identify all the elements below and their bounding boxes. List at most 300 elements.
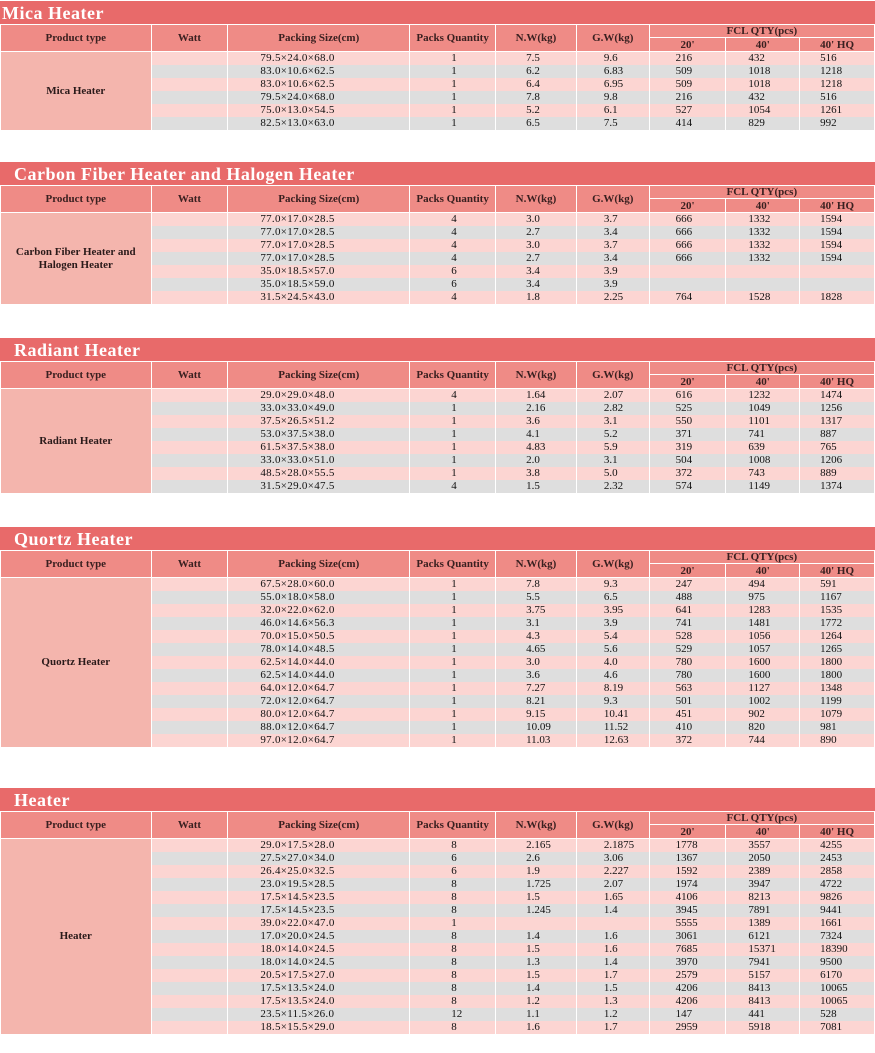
- gross-weight-cell: 5.0: [576, 467, 649, 480]
- packs-quantity-cell: 1: [410, 917, 496, 930]
- watt-cell: [151, 226, 228, 239]
- header-40ft: 40': [726, 825, 800, 839]
- packs-quantity-cell: 8: [410, 1021, 496, 1034]
- qty-40ft-hq-cell: 1800: [800, 656, 875, 669]
- packs-quantity-cell: 8: [410, 995, 496, 1008]
- net-weight-cell: 1.4: [496, 930, 577, 943]
- qty-40ft-hq-cell: 765: [800, 441, 875, 454]
- watt-cell: [151, 591, 228, 604]
- qty-40ft-hq-cell: 1261: [800, 104, 875, 117]
- qty-40ft-hq-cell: 1594: [800, 226, 875, 239]
- packs-quantity-cell: 1: [410, 402, 496, 415]
- net-weight-cell: 1.9: [496, 865, 577, 878]
- watt-cell: [151, 454, 228, 467]
- qty-40ft-cell: 7941: [726, 956, 800, 969]
- gross-weight-cell: 5.6: [576, 643, 649, 656]
- packing-size-cell: 83.0×10.6×62.5: [228, 65, 410, 78]
- qty-40ft-cell: 1057: [726, 643, 800, 656]
- qty-40ft-hq-cell: 2453: [800, 852, 875, 865]
- gross-weight-cell: 8.19: [576, 682, 649, 695]
- packs-quantity-cell: 1: [410, 428, 496, 441]
- qty-40ft-cell: 441: [726, 1008, 800, 1021]
- gross-weight-cell: 3.1: [576, 415, 649, 428]
- qty-40ft-cell: 8413: [726, 995, 800, 1008]
- packs-quantity-cell: 1: [410, 695, 496, 708]
- net-weight-cell: 3.4: [496, 278, 577, 291]
- gross-weight-cell: 7.5: [576, 117, 649, 130]
- packing-size-cell: 88.0×12.0×64.7: [228, 721, 410, 734]
- qty-40ft-cell: 8213: [726, 891, 800, 904]
- qty-40ft-cell: 1332: [726, 252, 800, 265]
- header-product-type: Product type: [1, 186, 152, 213]
- gross-weight-cell: 6.5: [576, 591, 649, 604]
- packing-size-cell: 18.0×14.0×24.5: [228, 943, 410, 956]
- qty-40ft-hq-cell: 9500: [800, 956, 875, 969]
- qty-40ft-hq-cell: 1264: [800, 630, 875, 643]
- header-40ft-hq: 40' HQ: [800, 199, 875, 213]
- qty-40ft-cell: 1008: [726, 454, 800, 467]
- header-40ft: 40': [726, 38, 800, 52]
- qty-40ft-hq-cell: 1317: [800, 415, 875, 428]
- qty-40ft-cell: 1232: [726, 389, 800, 403]
- gross-weight-cell: 1.2: [576, 1008, 649, 1021]
- gross-weight-cell: 1.3: [576, 995, 649, 1008]
- net-weight-cell: 3.1: [496, 617, 577, 630]
- qty-20ft-cell: 2959: [649, 1021, 726, 1034]
- net-weight-cell: 7.8: [496, 91, 577, 104]
- packs-quantity-cell: 6: [410, 852, 496, 865]
- watt-cell: [151, 956, 228, 969]
- packing-size-cell: 20.5×17.5×27.0: [228, 969, 410, 982]
- qty-40ft-cell: 5918: [726, 1021, 800, 1034]
- qty-40ft-hq-cell: 1374: [800, 480, 875, 493]
- qty-20ft-cell: 5555: [649, 917, 726, 930]
- packs-quantity-cell: 8: [410, 878, 496, 891]
- spec-table: [0, 185, 875, 304]
- gross-weight-cell: 3.7: [576, 213, 649, 227]
- section-mica-heater: [0, 1, 875, 130]
- packs-quantity-cell: 1: [410, 682, 496, 695]
- qty-20ft-cell: 666: [649, 252, 726, 265]
- watt-cell: [151, 669, 228, 682]
- packing-size-cell: 23.0×19.5×28.5: [228, 878, 410, 891]
- net-weight-cell: 1.5: [496, 943, 577, 956]
- net-weight-cell: 2.165: [496, 839, 577, 853]
- watt-cell: [151, 904, 228, 917]
- net-weight-cell: 1.6: [496, 1021, 577, 1034]
- packs-quantity-cell: 1: [410, 721, 496, 734]
- packing-size-cell: 70.0×15.0×50.5: [228, 630, 410, 643]
- qty-20ft-cell: 372: [649, 467, 726, 480]
- header-fcl-qty: FCL QTY(pcs): [649, 186, 874, 199]
- section-quortz-heater: [0, 527, 875, 747]
- qty-40ft-cell: 432: [726, 91, 800, 104]
- watt-cell: [151, 52, 228, 66]
- qty-20ft-cell: 3970: [649, 956, 726, 969]
- watt-cell: [151, 213, 228, 227]
- net-weight-cell: 3.4: [496, 265, 577, 278]
- header-product-type: Product type: [1, 551, 152, 578]
- net-weight-cell: 2.6: [496, 852, 577, 865]
- qty-20ft-cell: 504: [649, 454, 726, 467]
- packing-size-cell: 32.0×22.0×62.0: [228, 604, 410, 617]
- qty-40ft-cell: 829: [726, 117, 800, 130]
- packing-size-cell: 62.5×14.0×44.0: [228, 669, 410, 682]
- gross-weight-cell: 4.6: [576, 669, 649, 682]
- qty-20ft-cell: 666: [649, 226, 726, 239]
- packing-size-cell: 62.5×14.0×44.0: [228, 656, 410, 669]
- qty-20ft-cell: 410: [649, 721, 726, 734]
- packing-size-cell: 33.0×33.0×51.0: [228, 454, 410, 467]
- header-fcl-qty: FCL QTY(pcs): [649, 362, 874, 375]
- net-weight-cell: 1.245: [496, 904, 577, 917]
- gross-weight-cell: 5.4: [576, 630, 649, 643]
- net-weight-cell: 2.7: [496, 226, 577, 239]
- packs-quantity-cell: 4: [410, 239, 496, 252]
- table-row: [1, 578, 875, 592]
- header-20ft: 20': [649, 38, 726, 52]
- qty-20ft-cell: 764: [649, 291, 726, 304]
- watt-cell: [151, 930, 228, 943]
- net-weight-cell: 4.65: [496, 643, 577, 656]
- header-packing-size: Packing Size(cm): [228, 25, 410, 52]
- section-radiant-heater: [0, 338, 875, 493]
- qty-20ft-cell: 780: [649, 656, 726, 669]
- packing-size-cell: 82.5×13.0×63.0: [228, 117, 410, 130]
- gross-weight-cell: 2.07: [576, 389, 649, 403]
- watt-cell: [151, 104, 228, 117]
- qty-40ft-cell: 1054: [726, 104, 800, 117]
- header-packing-size: Packing Size(cm): [228, 362, 410, 389]
- net-weight-cell: 1.8: [496, 291, 577, 304]
- header-packing-size: Packing Size(cm): [228, 186, 410, 213]
- gross-weight-cell: 2.227: [576, 865, 649, 878]
- qty-20ft-cell: 7685: [649, 943, 726, 956]
- packing-size-cell: 78.0×14.0×48.5: [228, 643, 410, 656]
- qty-20ft-cell: 780: [649, 669, 726, 682]
- qty-40ft-hq-cell: 4722: [800, 878, 875, 891]
- packs-quantity-cell: 1: [410, 591, 496, 604]
- net-weight-cell: 6.4: [496, 78, 577, 91]
- packs-quantity-cell: 1: [410, 78, 496, 91]
- qty-40ft-cell: 3947: [726, 878, 800, 891]
- watt-cell: [151, 721, 228, 734]
- packs-quantity-cell: 8: [410, 930, 496, 943]
- qty-40ft-hq-cell: 1218: [800, 65, 875, 78]
- qty-40ft-hq-cell: 1594: [800, 239, 875, 252]
- gross-weight-cell: 1.6: [576, 943, 649, 956]
- qty-20ft-cell: 666: [649, 239, 726, 252]
- qty-40ft-cell: 975: [726, 591, 800, 604]
- watt-cell: [151, 239, 228, 252]
- header-gross-weight: G.W(kg): [576, 362, 649, 389]
- watt-cell: [151, 65, 228, 78]
- header-40ft-hq: 40' HQ: [800, 564, 875, 578]
- header-40ft-hq: 40' HQ: [800, 375, 875, 389]
- qty-40ft-cell: 743: [726, 467, 800, 480]
- qty-40ft-cell: 1600: [726, 669, 800, 682]
- qty-40ft-hq-cell: 1474: [800, 389, 875, 403]
- packing-size-cell: 75.0×13.0×54.5: [228, 104, 410, 117]
- qty-20ft-cell: 574: [649, 480, 726, 493]
- header-20ft: 20': [649, 375, 726, 389]
- packs-quantity-cell: 8: [410, 891, 496, 904]
- qty-40ft-hq-cell: 9441: [800, 904, 875, 917]
- qty-40ft-cell: 1127: [726, 682, 800, 695]
- packs-quantity-cell: 8: [410, 982, 496, 995]
- watt-cell: [151, 943, 228, 956]
- packing-size-cell: 97.0×12.0×64.7: [228, 734, 410, 747]
- packs-quantity-cell: 1: [410, 104, 496, 117]
- qty-40ft-hq-cell: 7324: [800, 930, 875, 943]
- packs-quantity-cell: 1: [410, 669, 496, 682]
- qty-20ft-cell: 3061: [649, 930, 726, 943]
- qty-40ft-cell: 1389: [726, 917, 800, 930]
- net-weight-cell: 7.27: [496, 682, 577, 695]
- qty-20ft-cell: 2579: [649, 969, 726, 982]
- packing-size-cell: 29.0×29.0×48.0: [228, 389, 410, 403]
- qty-40ft-hq-cell: 890: [800, 734, 875, 747]
- packing-size-cell: 46.0×14.6×56.3: [228, 617, 410, 630]
- net-weight-cell: 10.09: [496, 721, 577, 734]
- watt-cell: [151, 389, 228, 403]
- packs-quantity-cell: 4: [410, 389, 496, 403]
- packs-quantity-cell: 4: [410, 480, 496, 493]
- gross-weight-cell: 5.2: [576, 428, 649, 441]
- packs-quantity-cell: 1: [410, 578, 496, 592]
- header-net-weight: N.W(kg): [496, 812, 577, 839]
- qty-40ft-hq-cell: 981: [800, 721, 875, 734]
- qty-20ft-cell: 372: [649, 734, 726, 747]
- gross-weight-cell: 2.25: [576, 291, 649, 304]
- watt-cell: [151, 415, 228, 428]
- net-weight-cell: 1.5: [496, 480, 577, 493]
- header-fcl-qty: FCL QTY(pcs): [649, 551, 874, 564]
- packing-size-cell: 77.0×17.0×28.5: [228, 252, 410, 265]
- packs-quantity-cell: 1: [410, 604, 496, 617]
- header-packs-quantity: Packs Quantity: [410, 25, 496, 52]
- net-weight-cell: 2.7: [496, 252, 577, 265]
- packing-size-cell: 67.5×28.0×60.0: [228, 578, 410, 592]
- packs-quantity-cell: 4: [410, 291, 496, 304]
- gross-weight-cell: 2.1875: [576, 839, 649, 853]
- qty-40ft-hq-cell: 889: [800, 467, 875, 480]
- watt-cell: [151, 995, 228, 1008]
- header-product-type: Product type: [1, 362, 152, 389]
- header-packs-quantity: Packs Quantity: [410, 362, 496, 389]
- net-weight-cell: 9.15: [496, 708, 577, 721]
- qty-40ft-hq-cell: 1348: [800, 682, 875, 695]
- packing-size-cell: 17.5×14.5×23.5: [228, 891, 410, 904]
- packs-quantity-cell: 1: [410, 91, 496, 104]
- qty-40ft-hq-cell: 7081: [800, 1021, 875, 1034]
- net-weight-cell: 6.2: [496, 65, 577, 78]
- packs-quantity-cell: 8: [410, 904, 496, 917]
- qty-40ft-cell: 1018: [726, 78, 800, 91]
- gross-weight-cell: 9.8: [576, 91, 649, 104]
- net-weight-cell: 2.0: [496, 454, 577, 467]
- qty-40ft-hq-cell: 1256: [800, 402, 875, 415]
- gross-weight-cell: 3.9: [576, 617, 649, 630]
- packing-size-cell: 64.0×12.0×64.7: [228, 682, 410, 695]
- qty-40ft-hq-cell: 1800: [800, 669, 875, 682]
- qty-40ft-hq-cell: 1594: [800, 213, 875, 227]
- qty-40ft-hq-cell: 1594: [800, 252, 875, 265]
- packing-size-cell: 83.0×10.6×62.5: [228, 78, 410, 91]
- header-fcl-qty: FCL QTY(pcs): [649, 25, 874, 38]
- packing-size-cell: 61.5×37.5×38.0: [228, 441, 410, 454]
- spec-table: [0, 811, 875, 1034]
- qty-20ft-cell: 4206: [649, 995, 726, 1008]
- header-net-weight: N.W(kg): [496, 186, 577, 213]
- table-row: [1, 52, 875, 66]
- header-product-type: Product type: [1, 812, 152, 839]
- qty-40ft-hq-cell: [800, 278, 875, 291]
- packing-size-cell: 79.5×24.0×68.0: [228, 91, 410, 104]
- qty-40ft-cell: 1018: [726, 65, 800, 78]
- gross-weight-cell: 1.6: [576, 930, 649, 943]
- gross-weight-cell: 1.5: [576, 982, 649, 995]
- header-40ft: 40': [726, 199, 800, 213]
- qty-40ft-cell: 820: [726, 721, 800, 734]
- qty-40ft-cell: 1002: [726, 695, 800, 708]
- gross-weight-cell: 3.9: [576, 278, 649, 291]
- packing-size-cell: 55.0×18.0×58.0: [228, 591, 410, 604]
- watt-cell: [151, 682, 228, 695]
- qty-40ft-cell: 1101: [726, 415, 800, 428]
- header-watt: Watt: [151, 362, 228, 389]
- watt-cell: [151, 604, 228, 617]
- net-weight-cell: 3.8: [496, 467, 577, 480]
- qty-40ft-cell: 5157: [726, 969, 800, 982]
- qty-40ft-cell: 15371: [726, 943, 800, 956]
- watt-cell: [151, 891, 228, 904]
- net-weight-cell: 1.5: [496, 969, 577, 982]
- qty-40ft-cell: 741: [726, 428, 800, 441]
- packs-quantity-cell: 1: [410, 708, 496, 721]
- qty-40ft-hq-cell: 10065: [800, 995, 875, 1008]
- header-40ft: 40': [726, 375, 800, 389]
- packing-size-cell: 31.5×24.5×43.0: [228, 291, 410, 304]
- watt-cell: [151, 278, 228, 291]
- header-gross-weight: G.W(kg): [576, 186, 649, 213]
- qty-20ft-cell: 371: [649, 428, 726, 441]
- packing-size-cell: 35.0×18.5×59.0: [228, 278, 410, 291]
- section-title: Radiant Heater: [0, 338, 875, 361]
- product-type-cell: Mica Heater: [1, 52, 152, 131]
- qty-40ft-hq-cell: 1167: [800, 591, 875, 604]
- gross-weight-cell: 9.3: [576, 578, 649, 592]
- header-40ft: 40': [726, 564, 800, 578]
- qty-20ft-cell: 1592: [649, 865, 726, 878]
- gross-weight-cell: 5.9: [576, 441, 649, 454]
- watt-cell: [151, 91, 228, 104]
- qty-40ft-hq-cell: [800, 265, 875, 278]
- spec-table: [0, 24, 875, 130]
- packs-quantity-cell: 1: [410, 441, 496, 454]
- packs-quantity-cell: 1: [410, 643, 496, 656]
- qty-20ft-cell: 3945: [649, 904, 726, 917]
- gross-weight-cell: 4.0: [576, 656, 649, 669]
- qty-20ft-cell: 666: [649, 213, 726, 227]
- qty-40ft-cell: 8413: [726, 982, 800, 995]
- qty-40ft-cell: [726, 265, 800, 278]
- qty-20ft-cell: 741: [649, 617, 726, 630]
- qty-40ft-hq-cell: 1265: [800, 643, 875, 656]
- net-weight-cell: 4.3: [496, 630, 577, 643]
- qty-40ft-hq-cell: 1661: [800, 917, 875, 930]
- packing-size-cell: 35.0×18.5×57.0: [228, 265, 410, 278]
- net-weight-cell: 1.3: [496, 956, 577, 969]
- qty-40ft-hq-cell: 2858: [800, 865, 875, 878]
- header-watt: Watt: [151, 25, 228, 52]
- watt-cell: [151, 969, 228, 982]
- qty-40ft-hq-cell: 528: [800, 1008, 875, 1021]
- packing-size-cell: 72.0×12.0×64.7: [228, 695, 410, 708]
- qty-40ft-cell: [726, 278, 800, 291]
- packs-quantity-cell: 8: [410, 839, 496, 853]
- qty-20ft-cell: 550: [649, 415, 726, 428]
- watt-cell: [151, 578, 228, 592]
- net-weight-cell: 6.5: [496, 117, 577, 130]
- section-title: Mica Heater: [0, 1, 875, 24]
- qty-40ft-hq-cell: 516: [800, 91, 875, 104]
- qty-40ft-hq-cell: 1199: [800, 695, 875, 708]
- packing-size-cell: 27.5×27.0×34.0: [228, 852, 410, 865]
- header-20ft: 20': [649, 825, 726, 839]
- watt-cell: [151, 441, 228, 454]
- section-title: Heater: [0, 788, 875, 811]
- qty-40ft-cell: 1600: [726, 656, 800, 669]
- qty-20ft-cell: 147: [649, 1008, 726, 1021]
- qty-20ft-cell: 509: [649, 78, 726, 91]
- qty-40ft-cell: 744: [726, 734, 800, 747]
- qty-40ft-hq-cell: 4255: [800, 839, 875, 853]
- qty-20ft-cell: 488: [649, 591, 726, 604]
- qty-20ft-cell: 4106: [649, 891, 726, 904]
- packing-size-cell: 17.5×13.5×24.0: [228, 995, 410, 1008]
- qty-20ft-cell: 509: [649, 65, 726, 78]
- watt-cell: [151, 865, 228, 878]
- qty-20ft-cell: 528: [649, 630, 726, 643]
- qty-20ft-cell: 641: [649, 604, 726, 617]
- net-weight-cell: 7.5: [496, 52, 577, 66]
- header-20ft: 20': [649, 564, 726, 578]
- watt-cell: [151, 852, 228, 865]
- gross-weight-cell: 3.4: [576, 252, 649, 265]
- net-weight-cell: 3.0: [496, 213, 577, 227]
- qty-40ft-cell: 2389: [726, 865, 800, 878]
- qty-20ft-cell: 616: [649, 389, 726, 403]
- net-weight-cell: 3.6: [496, 669, 577, 682]
- packs-quantity-cell: 4: [410, 226, 496, 239]
- net-weight-cell: 1.1: [496, 1008, 577, 1021]
- packing-size-cell: 29.0×17.5×28.0: [228, 839, 410, 853]
- gross-weight-cell: 3.1: [576, 454, 649, 467]
- gross-weight-cell: 1.7: [576, 969, 649, 982]
- section-title: Carbon Fiber Heater and Halogen Heater: [0, 162, 875, 185]
- qty-20ft-cell: 563: [649, 682, 726, 695]
- header-gross-weight: G.W(kg): [576, 551, 649, 578]
- qty-40ft-cell: 7891: [726, 904, 800, 917]
- packing-size-cell: 31.5×29.0×47.5: [228, 480, 410, 493]
- header-net-weight: N.W(kg): [496, 551, 577, 578]
- header-40ft-hq: 40' HQ: [800, 38, 875, 52]
- header-packs-quantity: Packs Quantity: [410, 812, 496, 839]
- qty-40ft-hq-cell: 1206: [800, 454, 875, 467]
- gross-weight-cell: 3.95: [576, 604, 649, 617]
- qty-40ft-hq-cell: 591: [800, 578, 875, 592]
